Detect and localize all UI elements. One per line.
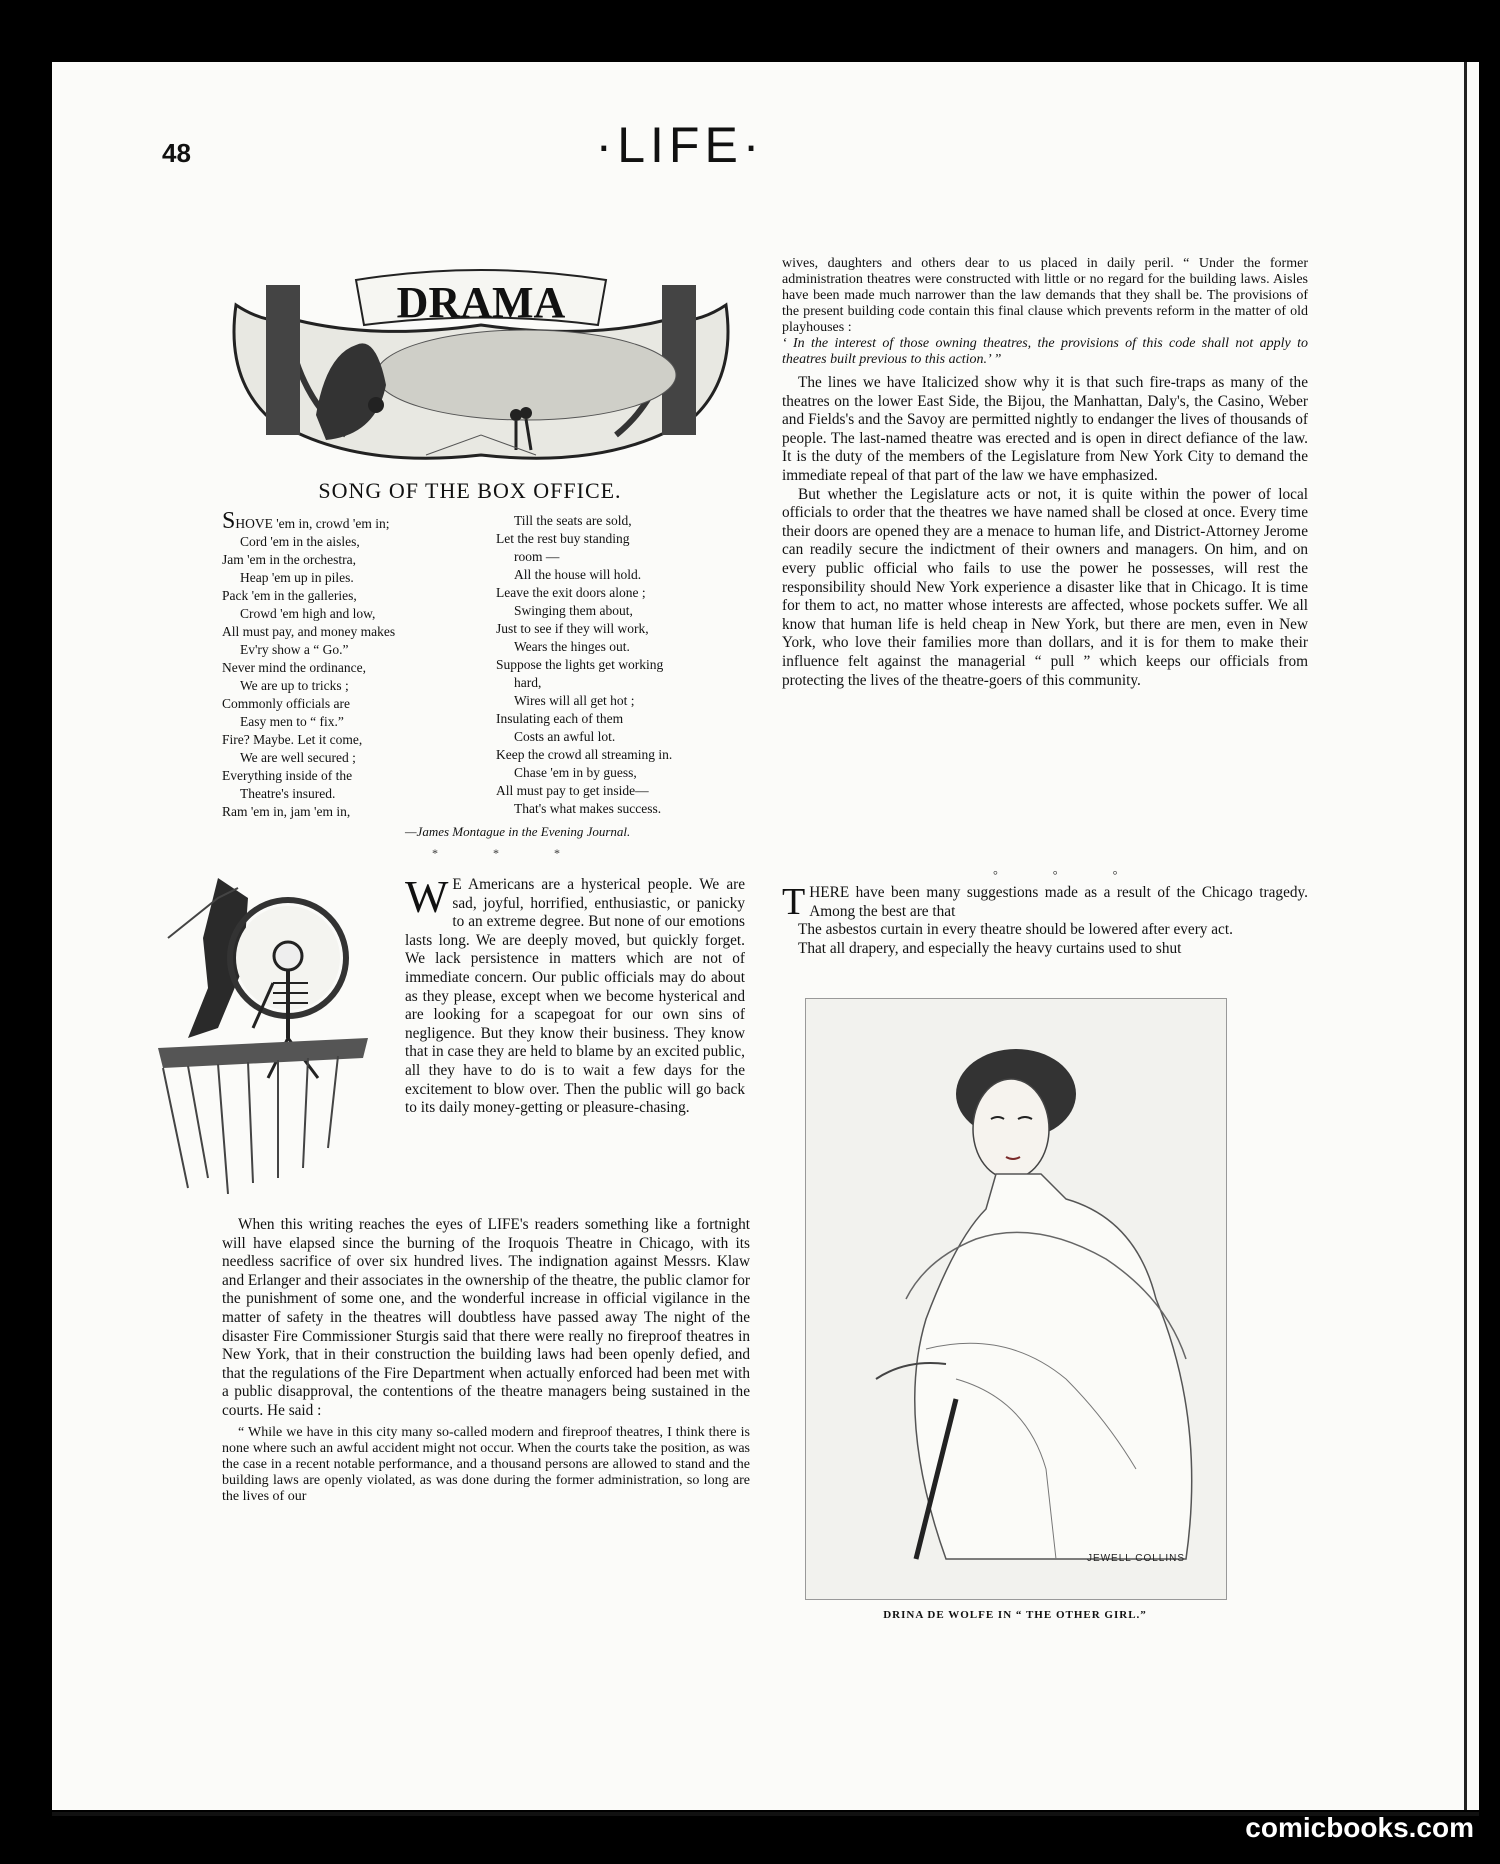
section-divider-stars: * * *	[432, 846, 586, 860]
poem-line: Ram 'em in, jam 'em in,	[222, 804, 351, 819]
site-watermark: comicbooks.com	[1245, 1812, 1474, 1843]
poem-line: Wears the hinges out.	[514, 639, 630, 654]
poem-line: Just to see if they will work,	[496, 621, 649, 636]
portrait-illustration	[805, 998, 1227, 1600]
page-edge	[1464, 62, 1467, 1810]
illustration-caption: DRINA DE WOLFE IN “ THE OTHER GIRL.”	[883, 1609, 1147, 1621]
drama-title: DRAMA	[396, 278, 566, 327]
poem-line: All must pay, and money makes	[222, 624, 396, 639]
poem-title: SONG OF THE BOX OFFICE.	[318, 478, 622, 503]
poem-line: HOVE 'em in, crowd 'em in;	[235, 516, 390, 531]
drama-header-illustration	[226, 265, 736, 470]
article-paragraph: The asbestos curtain in every theatre should be lowered after every act.	[798, 921, 1233, 939]
poem-line: Ev'ry show a “ Go.”	[240, 642, 349, 657]
poem-line: Chase 'em in by guess,	[514, 765, 637, 780]
skeleton-illustration	[148, 878, 388, 1194]
portrait-drawing	[806, 999, 1226, 1599]
article-body-right	[782, 256, 1308, 690]
poem-line: We are up to tricks ;	[240, 678, 349, 693]
suggestions-dropcap: T	[782, 881, 806, 923]
poem-line: Leave the exit doors alone ;	[496, 585, 646, 600]
poem-dropcap: S	[222, 508, 236, 534]
poem-line: Let the rest buy standing	[496, 531, 630, 546]
poem-line: Never mind the ordinance,	[222, 660, 366, 675]
poem-column-1	[222, 508, 396, 821]
suggestions-text: HERE have been many suggestions made as a result of the Chicago tragedy. Among the best are that	[809, 884, 1308, 920]
poem-line: Heap 'em up in piles.	[240, 570, 354, 585]
poem-line: Keep the crowd all streaming in.	[496, 747, 673, 762]
poem-line: Costs an awful lot.	[514, 729, 616, 744]
poem-line: All the house will hold.	[514, 567, 642, 582]
poem-line: hard,	[514, 675, 542, 690]
article-lead-text: E Americans are a hysterical people. We are sad, joyful, horrified, enthusiastic, or panicky to an extreme degree. But none of our emotions lasts long. We are deeply moved, but quickly forget. We lack persistence in matters which are not of immediate concern. Our public officials may do about as they please, except when we become hysterical and are looking for a scapegoat for our own sins of negligence. But they know their business. They know that in case they are held to blame by an excited public, all they have to do is to wait a few days for the excitement to blow over. Then the public will go back to its daily money-getting or pleasure-chasing.	[405, 876, 745, 1117]
article-suggestions	[782, 881, 1308, 958]
poem-line: All must pay to get inside—	[496, 783, 649, 798]
poem-line: Theatre's insured.	[240, 786, 336, 801]
poem-line: Crowd 'em high and low,	[240, 606, 376, 621]
masthead: ·LIFE·	[595, 117, 765, 173]
article-paragraph: But whether the Legislature acts or not, it is quite within the power of local officials to order that the theatres we have named shall be closed at once. Every time their doors are opened they are a menace to human life, and District-Attorney Jerome can readily secure the indictment of their owners and managers. On him, and on every public official who fails to use the power he possesses, will rest the responsibility should New York experience a disaster like that in Chicago. It is time for them to act, no matter whose interests are affected, whose pockets suffer. We all know that human life is held cheap in New York, but there are men, even in New York, who love their families more than dollars, and it is for them to make their influence felt against the managerial “ pull ” which keeps our officials from protecting the lives of the theatre-goers of this community.	[782, 485, 1308, 689]
poem-line: Suppose the lights get working	[496, 657, 664, 672]
article-paragraph: When this writing reaches the eyes of LIFE's readers something like a fortnight will have elapsed since the burning of the Iroquois Theatre in Chicago, with its needless sacrifice of over six hundred lives. The indignation against Messrs. Klaw and Erlanger and their associates in the ownership of the theatre, the public clamor for the punishment of some one, and the wonderful increase in official vigilance in the matter of safety in the theatres will doubtless have passed away The night of the disaster Fire Commissioner Sturgis said that there were really no fireproof theatres in New York, that in their construction the building laws had been openly defied, and that the regulations of the Fire Department when actually enforced had been met with a public disapproval, the contentions of the theatre managers being sustained in the courts. He said :	[222, 1216, 750, 1419]
poem-line: Cord 'em in the aisles,	[240, 534, 360, 549]
article-paragraph: That all drapery, and especially the heavy curtains used to shut	[798, 939, 1182, 957]
article-quote-continued: wives, daughters and others dear to us placed in daily peril. “ Under the former administration theatres were constructed with little or no regard for the building laws. Aisles have been made much narrower than the law demands that they shall be. The provisions of the present building code contain this final clause which prevents reform in the matter of old playhouses :	[782, 256, 1308, 335]
article-paragraph: The lines we have Italicized show why it is that such fire-traps as many of the theatres on the lower East Side, the Bijou, the Manhattan, Daly's, the Casino, Weber and Fields's and the Savoy are permitted nightly to endanger the lives of thousands of people. The last-named theatre was erected and is open in direct defiance of the law. It is the duty of the members of the Legislature from New York City to demand the immediate repeal of that part of the law we have emphasized.	[782, 374, 1308, 484]
poem-line: Easy men to “ fix.”	[240, 714, 344, 729]
page-number: 48	[162, 138, 191, 168]
poem-line: room —	[514, 549, 560, 564]
poem-line: Insulating each of them	[496, 711, 624, 726]
poem-line: Wires will all get hot ;	[514, 693, 635, 708]
article-quote-italic: ‘ In the interest of those owning theatres, the provisions of this code shall not apply to theatres built previous to this action.’ ”	[782, 336, 1308, 367]
poem-line: Commonly officials are	[222, 696, 350, 711]
article-dropcap: W	[405, 871, 449, 922]
poem-line: Till the seats are sold,	[514, 513, 632, 528]
poem-line: That's what makes success.	[514, 801, 662, 816]
poem-line: Everything inside of the	[222, 768, 353, 783]
artist-signature: JEWELL COLLINS	[1086, 1553, 1186, 1564]
poem-credit: —James Montague in the Evening Journal.	[405, 824, 631, 839]
section-divider-rings: ° ° °	[993, 868, 1144, 882]
poem-line: Fire? Maybe. Let it come,	[222, 732, 363, 747]
poem-line: Jam 'em in the orchestra,	[222, 552, 357, 567]
article-lead	[405, 871, 745, 1118]
article-body-left	[222, 1216, 750, 1505]
poem-line: We are well secured ;	[240, 750, 356, 765]
poem-line: Pack 'em in the galleries,	[222, 588, 357, 603]
poem-line: Swinging them about,	[514, 603, 633, 618]
article-quote: “ While we have in this city many so-called modern and fireproof theatres, I think there is none where such an awful accident might not occur. When the courts take the position, as was the case in a recent notable performance, and a thousand persons are allowed to stand and the building laws are openly violated, as was done during the former administration, so long are the lives of our	[222, 1424, 750, 1504]
poem-column-2	[496, 512, 672, 818]
